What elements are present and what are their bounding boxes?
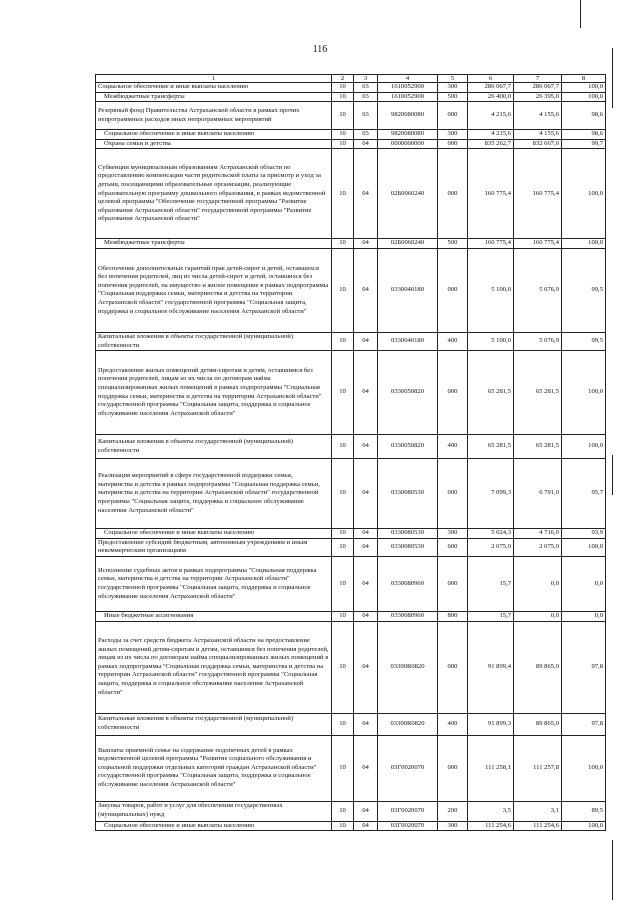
expense-type-cell: 400 [438,713,468,735]
table-row [96,556,606,611]
row-name-cell: Социальное обеспечение и иные выплаты населению [96,529,332,539]
subsection-code-cell: 03 [354,83,378,93]
table-row [96,92,606,102]
percent-cell: 100,0 [562,735,606,801]
target-article-cell: 03Г0020070 [378,735,438,801]
subsection-code-cell: 04 [354,239,378,249]
expense-type-cell: 600 [438,538,468,556]
subsection-code-cell: 04 [354,556,378,611]
percent-cell: 98,6 [562,102,606,130]
table-row [96,529,606,539]
expense-type-cell: 300 [438,529,468,539]
executed-amount-cell: 65 281,5 [514,435,562,459]
row-name-cell: Капитальные вложения в объекты государственной (муниципальной) собственности [96,713,332,735]
table-row [96,332,606,350]
target-article-cell: 0000000000 [378,139,438,149]
executed-amount-cell: 5 076,9 [514,248,562,332]
scan-edge-mark [612,840,613,900]
planned-amount-cell: 286 067,7 [468,83,514,93]
row-name-cell: Обеспечение дополнительных гарантий прав детей-сирот и детей, оставшихся без попечения родителей, лиц из числа детей-сирот и детей, оставшихся без попечения родителей, на имущество и жилое помещение в рамках подпрограммы "Социальная поддержка семьи, материнства и детства на территории Астраханской области" государственной программы "Социальная защита, поддержка и социальное обслуживание населения Астраханской области" [96,248,332,332]
planned-amount-cell: 91 899,3 [468,713,514,735]
executed-amount-cell: 286 067,7 [514,83,562,93]
target-article-cell: 0330050820 [378,351,438,435]
executed-amount-cell: 4 716,0 [514,529,562,539]
section-code-cell: 10 [332,130,354,140]
planned-amount-cell: 5 100,0 [468,332,514,350]
table-row [96,821,606,831]
percent-cell: 0,0 [562,611,606,621]
target-article-cell: 0330080960 [378,556,438,611]
page-number: 116 [312,44,328,55]
expense-type-cell: 000 [438,149,468,239]
planned-amount-cell: 160 775,4 [468,239,514,249]
expense-type-cell: 000 [438,459,468,529]
table-row [96,621,606,713]
subsection-code-cell: 03 [354,92,378,102]
subsection-code-cell: 04 [354,139,378,149]
planned-amount-cell: 2 075,0 [468,538,514,556]
section-code-cell: 10 [332,351,354,435]
percent-cell: 100,0 [562,821,606,831]
percent-cell: 100,0 [562,351,606,435]
executed-amount-cell: 111 254,6 [514,821,562,831]
expense-type-cell: 000 [438,621,468,713]
row-name-cell: Капитальные вложения в объекты государственной (муниципальной) собственности [96,435,332,459]
planned-amount-cell: 160 775,4 [468,149,514,239]
planned-amount-cell: 4 215,6 [468,130,514,140]
expense-type-cell: 200 [438,801,468,821]
expense-type-cell: 300 [438,83,468,93]
subsection-code-cell: 04 [354,801,378,821]
expense-type-cell: 000 [438,102,468,130]
percent-cell: 100,0 [562,92,606,102]
section-code-cell: 10 [332,92,354,102]
planned-amount-cell: 835 262,7 [468,139,514,149]
target-article-cell: 02Б0060240 [378,149,438,239]
target-article-cell: 02Б0060240 [378,239,438,249]
section-code-cell: 10 [332,735,354,801]
row-name-cell: Расходы за счет средств бюджета Астраханской области на предоставление жилых помещений детям-сиротам и детям, оставшимся без попечения родителей, лицам из их числа по договорам найма специализированных жилых помещений в рамках подпрограммы "Социальная поддержка семьи, материнства и детства на территории Астраханской области" государственной программы "Социальная защита, поддержка и социальное обслуживание населения Астраханской области" [96,621,332,713]
executed-amount-cell: 0,0 [514,611,562,621]
header-cell: 7 [514,75,562,83]
expense-type-cell: 400 [438,435,468,459]
expense-type-cell: 300 [438,821,468,831]
planned-amount-cell: 91 899,4 [468,621,514,713]
section-code-cell: 10 [332,801,354,821]
section-code-cell: 10 [332,821,354,831]
executed-amount-cell: 4 155,6 [514,130,562,140]
subsection-code-cell: 04 [354,821,378,831]
planned-amount-cell: 15,7 [468,611,514,621]
executed-amount-cell: 3,1 [514,801,562,821]
header-cell: 4 [378,75,438,83]
row-name-cell: Выплаты приемной семье на содержание подопечных детей в рамках ведомственной целевой программы "Развитие социального обслуживания и социальной поддержки отдельных категорий граждан Астраханской области" государственной программы "Социальная защита, поддержка и социальное обслуживание населения Астраханской области" [96,735,332,801]
percent-cell: 99,5 [562,248,606,332]
row-name-cell: Межбюджетные трансферты [96,92,332,102]
row-name-cell: Капитальные вложения в объекты государственной (муниципальной) собственности [96,332,332,350]
row-name-cell: Реализация мероприятий в сфере государственной поддержки семьи, материнства и детства в рамках подпрограммы "Социальная поддержка семьи, материнства и детства на территории Астраханской области" государственной программы "Социальная защита, поддержка и социальное обслуживание населения Астраханской области" [96,459,332,529]
percent-cell: 95,7 [562,459,606,529]
table-row [96,735,606,801]
section-code-cell: 10 [332,621,354,713]
table-row [96,713,606,735]
executed-amount-cell: 65 281,5 [514,351,562,435]
executed-amount-cell: 26 395,0 [514,92,562,102]
subsection-code-cell: 04 [354,332,378,350]
planned-amount-cell: 111 258,1 [468,735,514,801]
subsection-code-cell: 04 [354,713,378,735]
row-name-cell: Исполнение судебных актов в рамках подпрограммы "Социальная поддержка семьи, материнства и детства на территории Астраханской области" государственной программы "Социальная защита, поддержка и социальное обслуживание населения Астраханской области" [96,556,332,611]
percent-cell: 100,0 [562,149,606,239]
executed-amount-cell: 89 865,0 [514,713,562,735]
section-code-cell: 10 [332,149,354,239]
scan-edge-mark [612,455,613,495]
expense-type-cell: 000 [438,139,468,149]
subsection-code-cell: 04 [354,351,378,435]
subsection-code-cell: 04 [354,735,378,801]
section-code-cell: 10 [332,556,354,611]
section-code-cell: 10 [332,332,354,350]
table-row [96,435,606,459]
target-article-cell: 0330050820 [378,435,438,459]
target-article-cell: 1610052900 [378,92,438,102]
expense-type-cell: 000 [438,351,468,435]
section-code-cell: 10 [332,248,354,332]
expense-type-cell: 300 [438,130,468,140]
target-article-cell: 03300R0820 [378,621,438,713]
percent-cell: 100,0 [562,435,606,459]
row-name-cell: Субвенции муниципальным образованиям Астраханской области по предоставлению компенсации части родительской платы за присмотр и уход за детьми, посещающими образовательные организации, реализующие образовательную программу дошкольного образования, в рамках ведомственной целевой программы "Обеспечение государственной программы "Развитие образования Астраханской области" государственной программы "Развитие образования Астраханской области" [96,149,332,239]
planned-amount-cell: 65 281,5 [468,351,514,435]
executed-amount-cell: 5 076,9 [514,332,562,350]
row-name-cell: Социальное обеспечение и иные выплаты населению [96,821,332,831]
target-article-cell: 1610052900 [378,83,438,93]
section-code-cell: 10 [332,713,354,735]
percent-cell: 98,6 [562,130,606,140]
header-cell: 6 [468,75,514,83]
subsection-code-cell: 04 [354,459,378,529]
scan-edge-mark [580,0,581,28]
section-code-cell: 10 [332,459,354,529]
table-body [96,83,606,831]
subsection-code-cell: 04 [354,149,378,239]
expense-type-cell: 800 [438,611,468,621]
executed-amount-cell: 89 865,0 [514,621,562,713]
section-code-cell: 10 [332,239,354,249]
subsection-code-cell: 04 [354,529,378,539]
executed-amount-cell: 160 775,4 [514,239,562,249]
table-row [96,102,606,130]
percent-cell: 97,8 [562,713,606,735]
target-article-cell: 03Г0020070 [378,801,438,821]
subsection-code-cell: 04 [354,538,378,556]
target-article-cell: 0330080530 [378,538,438,556]
planned-amount-cell: 3,5 [468,801,514,821]
target-article-cell: 0330080530 [378,459,438,529]
table-row [96,139,606,149]
header-cell: 1 [96,75,332,83]
planned-amount-cell: 15,7 [468,556,514,611]
planned-amount-cell: 4 215,6 [468,102,514,130]
target-article-cell: 03300R0820 [378,713,438,735]
target-article-cell: 0330040180 [378,248,438,332]
percent-cell: 0,0 [562,556,606,611]
header-cell: 2 [332,75,354,83]
planned-amount-cell: 5 024,3 [468,529,514,539]
percent-cell: 99,5 [562,332,606,350]
planned-amount-cell: 5 100,0 [468,248,514,332]
table-row [96,149,606,239]
table-row [96,801,606,821]
percent-cell: 99,7 [562,139,606,149]
executed-amount-cell: 0,0 [514,556,562,611]
header-cell: 5 [438,75,468,83]
target-article-cell: 03Г0020070 [378,821,438,831]
section-code-cell: 10 [332,139,354,149]
row-name-cell: Предоставление субсидий бюджетным, автономным учреждениям и иным некоммерческим организациям [96,538,332,556]
executed-amount-cell: 111 257,8 [514,735,562,801]
target-article-cell: 0330080530 [378,529,438,539]
subsection-code-cell: 04 [354,611,378,621]
row-name-cell: Межбюджетные трансферты [96,239,332,249]
executed-amount-cell: 6 791,0 [514,459,562,529]
expense-type-cell: 000 [438,735,468,801]
row-name-cell: Социальное обеспечение и иные выплаты населению [96,130,332,140]
executed-amount-cell: 2 075,0 [514,538,562,556]
table-row [96,248,606,332]
subsection-code-cell: 04 [354,621,378,713]
section-code-cell: 10 [332,83,354,93]
row-name-cell: Иные бюджетные ассигнования [96,611,332,621]
percent-cell: 100,0 [562,239,606,249]
scan-edge-mark [612,48,613,108]
table-row [96,459,606,529]
table-row [96,83,606,93]
header-row [96,75,606,83]
section-code-cell: 10 [332,538,354,556]
executed-amount-cell: 832 667,0 [514,139,562,149]
planned-amount-cell: 111 254,6 [468,821,514,831]
budget-table [95,74,606,831]
section-code-cell: 10 [332,529,354,539]
table-row [96,239,606,249]
row-name-cell: Закупка товаров, работ и услуг для обеспечения государственных (муниципальных) нужд [96,801,332,821]
subsection-code-cell: 04 [354,435,378,459]
expense-type-cell: 000 [438,556,468,611]
percent-cell: 100,0 [562,83,606,93]
expense-type-cell: 400 [438,332,468,350]
section-code-cell: 10 [332,102,354,130]
expense-type-cell: 500 [438,239,468,249]
target-article-cell: 0330080960 [378,611,438,621]
table-row [96,351,606,435]
target-article-cell: 9820080080 [378,102,438,130]
percent-cell: 89,5 [562,801,606,821]
percent-cell: 100,0 [562,538,606,556]
expense-type-cell: 500 [438,92,468,102]
subsection-code-cell: 03 [354,130,378,140]
row-name-cell: Резервный фонд Правительства Астраханской области в рамках прочих непрограммных расходов иных непрограммных мероприятий [96,102,332,130]
section-code-cell: 10 [332,435,354,459]
executed-amount-cell: 160 775,4 [514,149,562,239]
target-article-cell: 9820080080 [378,130,438,140]
table-row [96,130,606,140]
planned-amount-cell: 26 400,0 [468,92,514,102]
executed-amount-cell: 4 155,6 [514,102,562,130]
row-name-cell: Охрана семьи и детства [96,139,332,149]
header-cell: 3 [354,75,378,83]
section-code-cell: 10 [332,611,354,621]
row-name-cell: Предоставление жилых помещений детям-сиротам и детям, оставшимся без попечения родителей, лицам из их числа по договорам найма специализированных жилых помещений в рамках подпрограммы "Социальная поддержка семьи, материнства и детства на территории Астраханской области" государственной программы "Социальная защита, поддержка и социальное обслуживание населения Астраханской области" [96,351,332,435]
subsection-code-cell: 03 [354,102,378,130]
table-row [96,611,606,621]
percent-cell: 97,8 [562,621,606,713]
header-cell: 8 [562,75,606,83]
expense-type-cell: 000 [438,248,468,332]
subsection-code-cell: 04 [354,248,378,332]
percent-cell: 93,9 [562,529,606,539]
row-name-cell: Социальное обеспечение и иные выплаты населению [96,83,332,93]
planned-amount-cell: 65 281,5 [468,435,514,459]
table-row [96,538,606,556]
planned-amount-cell: 7 099,3 [468,459,514,529]
target-article-cell: 0330040180 [378,332,438,350]
